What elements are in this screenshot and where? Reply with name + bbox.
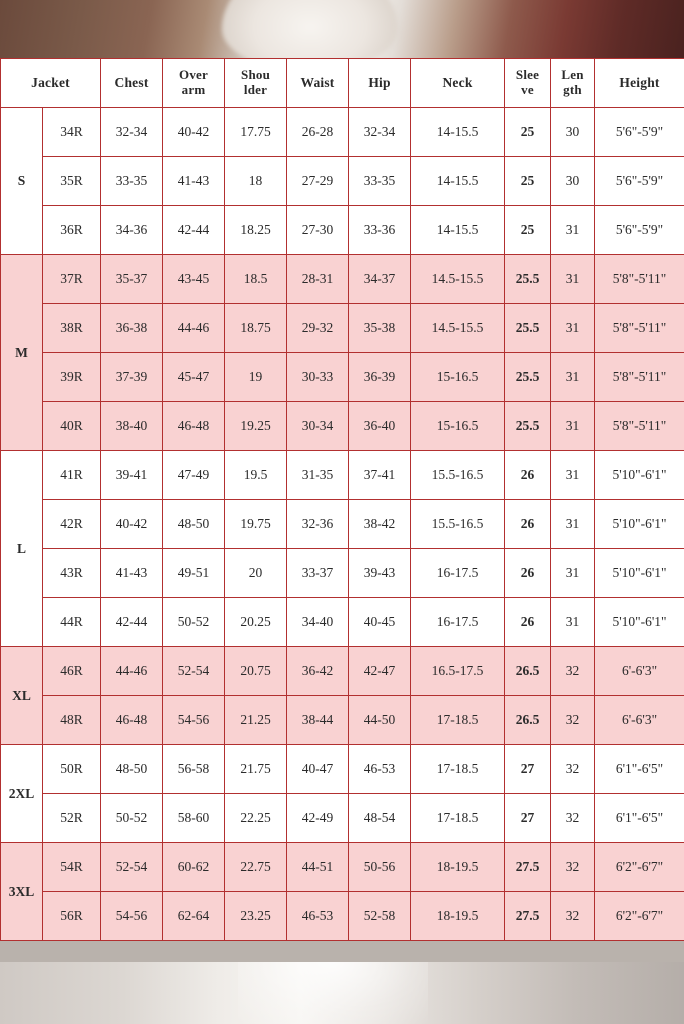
chest-cell: 33-35 (101, 157, 163, 206)
neck-cell: 15-16.5 (411, 402, 505, 451)
waist-cell: 30-33 (287, 353, 349, 402)
jacket-cell: 38R (43, 304, 101, 353)
size-chart-container (0, 58, 684, 941)
sleeve-cell: 25.5 (505, 353, 551, 402)
over-arm-cell: 44-46 (163, 304, 225, 353)
header-chest: Chest (101, 59, 163, 108)
hip-cell: 48-54 (349, 794, 411, 843)
chest-cell: 48-50 (101, 745, 163, 794)
neck-cell: 14-15.5 (411, 206, 505, 255)
neck-cell: 14.5-15.5 (411, 255, 505, 304)
jacket-cell: 37R (43, 255, 101, 304)
header-jacket: Jacket (1, 59, 101, 108)
chest-cell: 39-41 (101, 451, 163, 500)
length-cell: 32 (551, 745, 595, 794)
table-row (1, 892, 684, 941)
over-arm-cell: 52-54 (163, 647, 225, 696)
length-cell: 32 (551, 794, 595, 843)
hip-cell: 32-34 (349, 108, 411, 157)
jacket-cell: 41R (43, 451, 101, 500)
length-cell: 30 (551, 108, 595, 157)
table-row (1, 745, 684, 794)
hip-cell: 36-39 (349, 353, 411, 402)
length-cell: 32 (551, 843, 595, 892)
jacket-cell: 52R (43, 794, 101, 843)
waist-cell: 36-42 (287, 647, 349, 696)
size-group-label: S (1, 108, 43, 255)
size-chart-table (0, 58, 684, 941)
jacket-cell: 46R (43, 647, 101, 696)
over-arm-cell: 60-62 (163, 843, 225, 892)
shoulder-cell: 20.75 (225, 647, 287, 696)
length-cell: 31 (551, 353, 595, 402)
height-cell: 6'-6'3" (595, 647, 684, 696)
neck-cell: 18-19.5 (411, 892, 505, 941)
height-cell: 5'8"-5'11" (595, 304, 684, 353)
height-cell: 5'10"-6'1" (595, 549, 684, 598)
shoulder-cell: 18.25 (225, 206, 287, 255)
sleeve-cell: 26.5 (505, 696, 551, 745)
waist-cell: 29-32 (287, 304, 349, 353)
hip-cell: 42-47 (349, 647, 411, 696)
sleeve-cell: 27.5 (505, 892, 551, 941)
shoulder-cell: 22.75 (225, 843, 287, 892)
chest-cell: 38-40 (101, 402, 163, 451)
over-arm-cell: 58-60 (163, 794, 225, 843)
over-arm-cell: 48-50 (163, 500, 225, 549)
height-cell: 5'8"-5'11" (595, 353, 684, 402)
length-cell: 31 (551, 304, 595, 353)
height-cell: 5'8"-5'11" (595, 255, 684, 304)
waist-cell: 27-30 (287, 206, 349, 255)
waist-cell: 26-28 (287, 108, 349, 157)
over-arm-cell: 47-49 (163, 451, 225, 500)
length-cell: 31 (551, 598, 595, 647)
table-row (1, 157, 684, 206)
height-cell: 5'6"-5'9" (595, 206, 684, 255)
hip-cell: 50-56 (349, 843, 411, 892)
chest-cell: 34-36 (101, 206, 163, 255)
table-header (1, 59, 684, 108)
sleeve-cell: 26 (505, 500, 551, 549)
chest-cell: 35-37 (101, 255, 163, 304)
header-over-arm (163, 59, 225, 108)
sleeve-cell: 25.5 (505, 402, 551, 451)
table-row (1, 206, 684, 255)
jacket-cell: 48R (43, 696, 101, 745)
shoulder-cell: 18 (225, 157, 287, 206)
sleeve-cell: 25.5 (505, 304, 551, 353)
hip-cell: 44-50 (349, 696, 411, 745)
neck-cell: 16-17.5 (411, 598, 505, 647)
table-row (1, 500, 684, 549)
chest-cell: 44-46 (101, 647, 163, 696)
jacket-cell: 34R (43, 108, 101, 157)
neck-cell: 18-19.5 (411, 843, 505, 892)
shoulder-cell: 21.25 (225, 696, 287, 745)
waist-cell: 28-31 (287, 255, 349, 304)
length-cell: 32 (551, 647, 595, 696)
hip-cell: 40-45 (349, 598, 411, 647)
waist-cell: 40-47 (287, 745, 349, 794)
jacket-cell: 50R (43, 745, 101, 794)
header-sleeve-line2: ve (521, 82, 534, 97)
waist-cell: 32-36 (287, 500, 349, 549)
neck-cell: 15-16.5 (411, 353, 505, 402)
sleeve-cell: 27 (505, 794, 551, 843)
shoulder-cell: 19.25 (225, 402, 287, 451)
shoulder-cell: 20.25 (225, 598, 287, 647)
neck-cell: 14.5-15.5 (411, 304, 505, 353)
header-over-arm-line2: arm (181, 82, 206, 97)
hip-cell: 52-58 (349, 892, 411, 941)
waist-cell: 27-29 (287, 157, 349, 206)
table-row (1, 402, 684, 451)
header-waist: Waist (287, 59, 349, 108)
table-row (1, 696, 684, 745)
sleeve-cell: 26 (505, 549, 551, 598)
hip-cell: 38-42 (349, 500, 411, 549)
header-sleeve-line1: Slee (515, 67, 540, 83)
neck-cell: 14-15.5 (411, 157, 505, 206)
neck-cell: 15.5-16.5 (411, 500, 505, 549)
over-arm-cell: 40-42 (163, 108, 225, 157)
height-cell: 6'1"-6'5" (595, 794, 684, 843)
length-cell: 31 (551, 206, 595, 255)
header-length-line2: gth (563, 82, 582, 97)
chest-cell: 41-43 (101, 549, 163, 598)
length-cell: 32 (551, 696, 595, 745)
shoulder-cell: 18.75 (225, 304, 287, 353)
background-bottom-blur (0, 962, 684, 1024)
shoulder-cell: 17.75 (225, 108, 287, 157)
height-cell: 5'10"-6'1" (595, 500, 684, 549)
jacket-cell: 54R (43, 843, 101, 892)
shoulder-cell: 18.5 (225, 255, 287, 304)
length-cell: 31 (551, 549, 595, 598)
length-cell: 31 (551, 500, 595, 549)
size-group-label: M (1, 255, 43, 451)
height-cell: 6'-6'3" (595, 696, 684, 745)
header-hip: Hip (349, 59, 411, 108)
chest-cell: 54-56 (101, 892, 163, 941)
height-cell: 6'1"-6'5" (595, 745, 684, 794)
table-row (1, 108, 684, 157)
table-row (1, 304, 684, 353)
jacket-cell: 42R (43, 500, 101, 549)
chest-cell: 37-39 (101, 353, 163, 402)
shoulder-cell: 19.75 (225, 500, 287, 549)
size-group-label: 2XL (1, 745, 43, 843)
waist-cell: 46-53 (287, 892, 349, 941)
table-body (1, 108, 684, 941)
size-group-label: L (1, 451, 43, 647)
header-sleeve (505, 59, 551, 108)
over-arm-cell: 49-51 (163, 549, 225, 598)
header-neck: Neck (411, 59, 505, 108)
waist-cell: 44-51 (287, 843, 349, 892)
neck-cell: 16-17.5 (411, 549, 505, 598)
size-group-label: 3XL (1, 843, 43, 941)
size-group-label: XL (1, 647, 43, 745)
waist-cell: 33-37 (287, 549, 349, 598)
hip-cell: 33-35 (349, 157, 411, 206)
waist-cell: 34-40 (287, 598, 349, 647)
header-height: Height (595, 59, 684, 108)
jacket-cell: 35R (43, 157, 101, 206)
hip-cell: 33-36 (349, 206, 411, 255)
sleeve-cell: 27 (505, 745, 551, 794)
jacket-cell: 43R (43, 549, 101, 598)
neck-cell: 17-18.5 (411, 696, 505, 745)
hip-cell: 35-38 (349, 304, 411, 353)
height-cell: 5'8"-5'11" (595, 402, 684, 451)
table-row (1, 794, 684, 843)
height-cell: 5'6"-5'9" (595, 108, 684, 157)
jacket-cell: 56R (43, 892, 101, 941)
header-length-line1: Len (561, 67, 584, 83)
over-arm-cell: 62-64 (163, 892, 225, 941)
chest-cell: 42-44 (101, 598, 163, 647)
jacket-cell: 39R (43, 353, 101, 402)
table-row (1, 598, 684, 647)
length-cell: 32 (551, 892, 595, 941)
sleeve-cell: 25.5 (505, 255, 551, 304)
shoulder-cell: 19.5 (225, 451, 287, 500)
sleeve-cell: 26 (505, 451, 551, 500)
chest-cell: 46-48 (101, 696, 163, 745)
waist-cell: 31-35 (287, 451, 349, 500)
length-cell: 30 (551, 157, 595, 206)
neck-cell: 17-18.5 (411, 794, 505, 843)
table-row (1, 549, 684, 598)
table-row (1, 843, 684, 892)
over-arm-cell: 46-48 (163, 402, 225, 451)
shoulder-cell: 21.75 (225, 745, 287, 794)
over-arm-cell: 54-56 (163, 696, 225, 745)
header-over-arm-line1: Over (179, 67, 208, 83)
hip-cell: 37-41 (349, 451, 411, 500)
height-cell: 5'6"-5'9" (595, 157, 684, 206)
neck-cell: 15.5-16.5 (411, 451, 505, 500)
sleeve-cell: 26.5 (505, 647, 551, 696)
shoulder-cell: 19 (225, 353, 287, 402)
length-cell: 31 (551, 402, 595, 451)
sleeve-cell: 26 (505, 598, 551, 647)
jacket-cell: 36R (43, 206, 101, 255)
hip-cell: 34-37 (349, 255, 411, 304)
sleeve-cell: 25 (505, 108, 551, 157)
chest-cell: 40-42 (101, 500, 163, 549)
height-cell: 5'10"-6'1" (595, 598, 684, 647)
header-shoulder-line1: Shou (241, 67, 271, 83)
height-cell: 6'2"-6'7" (595, 892, 684, 941)
table-row (1, 451, 684, 500)
over-arm-cell: 41-43 (163, 157, 225, 206)
jacket-cell: 40R (43, 402, 101, 451)
hip-cell: 46-53 (349, 745, 411, 794)
chest-cell: 52-54 (101, 843, 163, 892)
shoulder-cell: 20 (225, 549, 287, 598)
chest-cell: 32-34 (101, 108, 163, 157)
sleeve-cell: 25 (505, 206, 551, 255)
waist-cell: 42-49 (287, 794, 349, 843)
length-cell: 31 (551, 451, 595, 500)
chest-cell: 50-52 (101, 794, 163, 843)
table-row (1, 647, 684, 696)
neck-cell: 14-15.5 (411, 108, 505, 157)
over-arm-cell: 56-58 (163, 745, 225, 794)
waist-cell: 38-44 (287, 696, 349, 745)
length-cell: 31 (551, 255, 595, 304)
sleeve-cell: 27.5 (505, 843, 551, 892)
shoulder-cell: 23.25 (225, 892, 287, 941)
header-shoulder (225, 59, 287, 108)
table-row (1, 353, 684, 402)
waist-cell: 30-34 (287, 402, 349, 451)
over-arm-cell: 42-44 (163, 206, 225, 255)
table-row (1, 255, 684, 304)
header-row (1, 59, 684, 108)
height-cell: 5'10"-6'1" (595, 451, 684, 500)
hip-cell: 39-43 (349, 549, 411, 598)
header-length (551, 59, 595, 108)
over-arm-cell: 43-45 (163, 255, 225, 304)
over-arm-cell: 45-47 (163, 353, 225, 402)
chest-cell: 36-38 (101, 304, 163, 353)
header-shoulder-line2: lder (243, 82, 268, 97)
neck-cell: 17-18.5 (411, 745, 505, 794)
sleeve-cell: 25 (505, 157, 551, 206)
neck-cell: 16.5-17.5 (411, 647, 505, 696)
over-arm-cell: 50-52 (163, 598, 225, 647)
jacket-cell: 44R (43, 598, 101, 647)
shoulder-cell: 22.25 (225, 794, 287, 843)
height-cell: 6'2"-6'7" (595, 843, 684, 892)
hip-cell: 36-40 (349, 402, 411, 451)
